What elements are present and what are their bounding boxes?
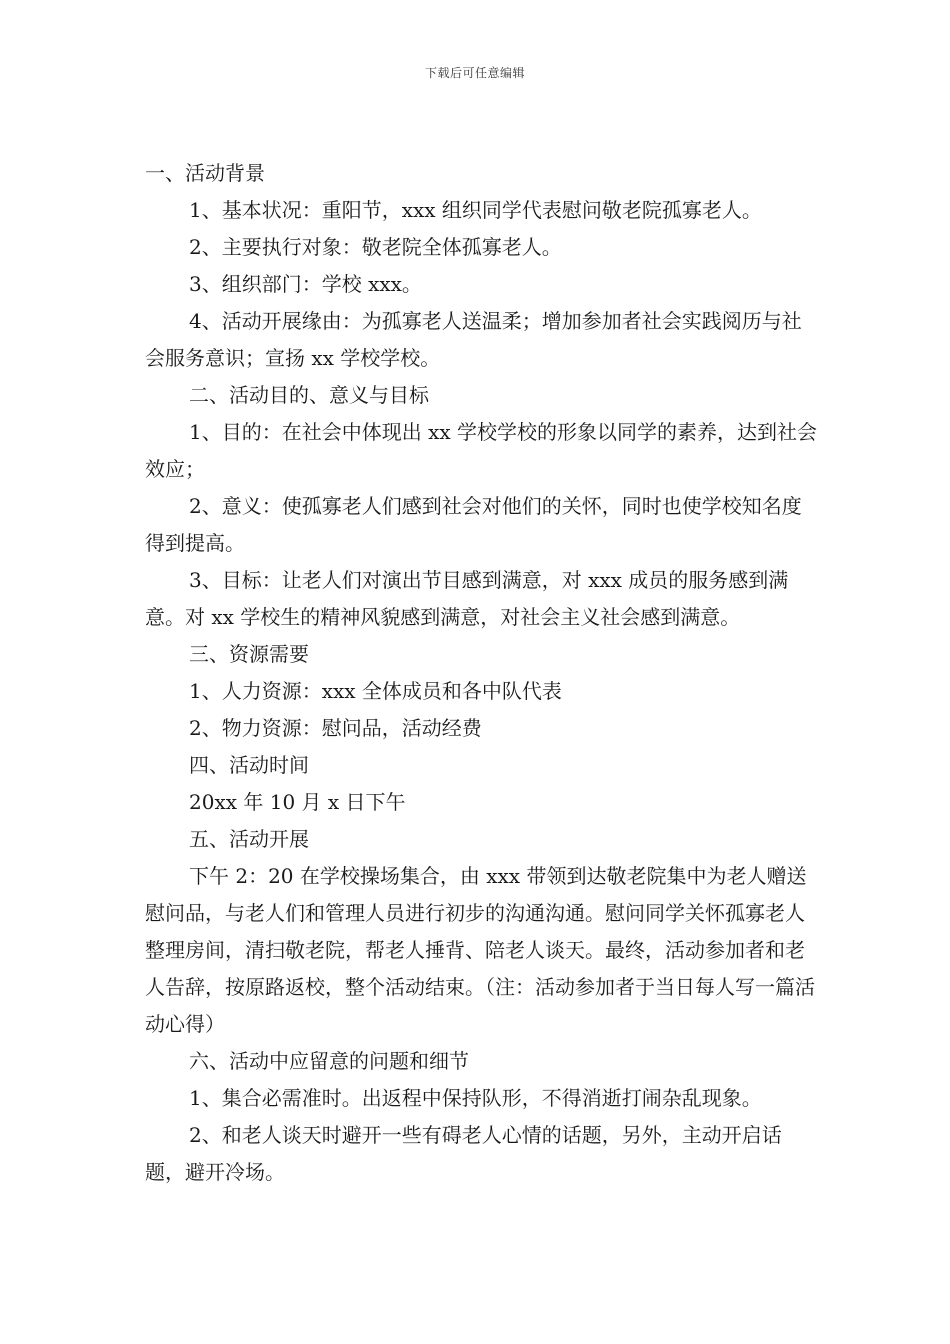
paragraph-significance: 2、意义：使孤寡老人们感到社会对他们的关怀，同时也使学校知名度得到提高。 xyxy=(145,494,802,555)
paragraph-date: 20xx 年 10 月 x 日下午 xyxy=(189,790,406,814)
section-heading-notes: 六、活动中应留意的问题和细节 xyxy=(189,1049,469,1073)
paragraph-human-resources: 1、人力资源：xxx 全体成员和各中队代表 xyxy=(189,679,562,703)
section-heading-activity: 五、活动开展 xyxy=(189,827,309,851)
section-heading-purpose: 二、活动目的、意义与目标 xyxy=(189,383,429,407)
paragraph-basic-situation: 1、基本状况：重阳节，xxx 组织同学代表慰问敬老院孤寡老人。 xyxy=(189,198,762,222)
paragraph-material-resources: 2、物力资源：慰问品，活动经费 xyxy=(189,716,482,740)
paragraph-reason: 4、活动开展缘由：为孤寡老人送温柔；增加参加者社会实践阅历与社会服务意识；宣扬 xx 学校学校。 xyxy=(145,309,802,370)
section-heading-resources: 三、资源需要 xyxy=(189,642,309,666)
document-body xyxy=(145,155,820,1191)
paragraph-purpose: 1、目的：在社会中体现出 xx 学校学校的形象以同学的素养，达到社会效应； xyxy=(145,420,817,481)
page-header: 下载后可任意编辑 xyxy=(424,66,525,80)
section-heading-background: 一、活动背景 xyxy=(145,161,265,185)
section-heading-time: 四、活动时间 xyxy=(189,753,309,777)
paragraph-target-audience: 2、主要执行对象：敬老院全体孤寡老人。 xyxy=(189,235,562,259)
paragraph-activity-details: 下午 2：20 在学校操场集合，由 xxx 带领到达敬老院集中为老人赠送慰问品，与老人们和管理人员进行初步的沟通沟通。慰问同学关怀孤寡老人整理房间，清扫敬老院，帮老人捶背、陪老人谈天。最终，活动参加者和老人告辞，按原路返校，整个活动结束。（注：活动参加者于当日每人写一篇活动心得） xyxy=(145,864,815,1036)
paragraph-note-conversation: 2、和老人谈天时避开一些有碍老人心情的话题，另外，主动开启话题，避开冷场。 xyxy=(145,1123,782,1184)
paragraph-note-punctuality: 1、集合必需准时。出返程中保持队形，不得消逝打闹杂乱现象。 xyxy=(189,1086,762,1110)
paragraph-organizer: 3、组织部门：学校 xxx。 xyxy=(189,272,422,296)
paragraph-goal: 3、目标：让老人们对演出节目感到满意，对 xxx 成员的服务感到满意。对 xx 学校生的精神风貌感到满意，对社会主义社会感到满意。 xyxy=(145,568,789,629)
